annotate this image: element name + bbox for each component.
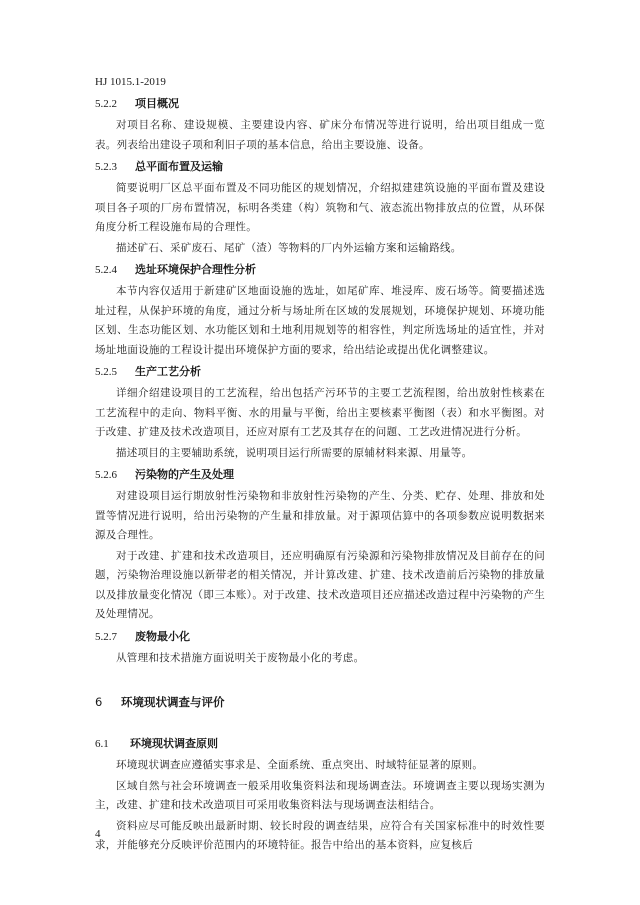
section-heading: 5.2.4 选址环境保护合理性分析 [95, 263, 256, 276]
main-content [95, 96, 545, 857]
section-heading: 5.2.6 污染物的产生及处理 [95, 468, 234, 481]
section-heading: 5.2.3 总平面布置及运输 [95, 160, 223, 173]
section-5-2-2 [95, 96, 545, 155]
paragraph: 区域自然与社会环境调查一般采用收集资料法和现场调查法。环境调查主要以现场实测为主，改建、扩建和技术改造项目可采用收集资料法与现场调查法相结合。 [95, 779, 545, 811]
standard-code: HJ 1015.1-2019 [95, 76, 166, 88]
section-heading: 6.1 环境现状调查原则 [95, 737, 218, 750]
paragraph: 详细介绍建设项目的工艺流程，给出包括产污环节的主要工艺流程图，给出放射性核素在工艺流程中的走向、物料平衡、水的用量与平衡，给出主要核素平衡图（表）和水平衡图。对于改建、扩建及技术改造项目，还应对原有工艺及其存在的问题、工艺改进情况进行分析。 [95, 387, 545, 438]
paragraph: 简要说明厂区总平面布置及不同功能区的规划情况，介绍拟建建筑设施的平面布置及建设项目各子项的厂房布置情况，标明各类建（构）筑物和气、液态流出物排放点的位置，从环保角度分析工程设施布局的合理性。 [95, 182, 545, 233]
section-5-2-4 [95, 262, 545, 360]
paragraph: 环境现状调查应遵循实事求是、全面系统、重点突出、时域特征显著的原则。 [116, 759, 484, 771]
chapter-heading: 6 环境现状调查与评价 [95, 695, 225, 709]
paragraph: 资料应尽可能反映出最新时期、较长时段的调查结果，应符合有关国家标准中的时效性要求，并能够充分反映评价范围内的环境特征。报告中给出的基本资料，应复核后 [95, 819, 545, 851]
section-5-2-5 [95, 364, 545, 463]
paragraph: 本节内容仅适用于新建矿区地面设施的选址，如尾矿库、堆浸库、废石场等。简要描述选址过程，从保护环境的角度，通过分析与场址所在区域的发展规划，环境保护规划、环境功能区划、生态功能区划、水功能区划和土地利用规划等的相容性，判定所选场址的适宜性，并对场址地面设施的工程设计提出环境保护方面的要求，给出结论或提出优化调整建议。 [95, 285, 545, 356]
section-heading: 5.2.2 项目概况 [95, 97, 179, 110]
section-5-2-6 [95, 467, 545, 625]
section-5-2-7 [95, 629, 545, 669]
paragraph: 从管理和技术措施方面说明关于废物最小化的考虑。 [116, 651, 365, 664]
paragraph: 描述矿石、采矿废石、尾矿（渣）等物料的厂内外运输方案和运输路线。 [116, 241, 462, 254]
paragraph: 描述项目的主要辅助系统，说明项目运行所需要的原辅材料来源、用量等。 [116, 446, 473, 459]
section-5-2-3 [95, 159, 545, 258]
paragraph: 对建设项目运行期放射性污染物和非放射性污染物的产生、分类、贮存、处理、排放和处置等情况进行说明，给出污染物的产生量和排放量。对于源项估算中的各项参数应说明数据来源及合理性。 [95, 490, 545, 541]
section-heading: 5.2.7 废物最小化 [95, 629, 190, 643]
section-heading: 5.2.5 生产工艺分析 [95, 365, 201, 378]
section-6-1 [95, 736, 545, 856]
page-number: 4 [95, 828, 101, 840]
paragraph: 对项目名称、建设规模、主要建设内容、矿床分布情况等进行说明，给出项目组成一览表。列表给出建设子项和利旧子项的基本信息，给出主要设施、设备。 [95, 119, 545, 151]
paragraph: 对于改建、扩建和技术改造项目，还应明确原有污染源和污染物排放情况及目前存在的问题，污染物治理设施以新带老的相关情况，并计算改建、扩建、技术改造前后污染物的排放量以及排放量变化情况（即三本账）。对于改建、技术改造项目还应描述改造过程中污染物的产生及处理情况。 [95, 549, 545, 620]
